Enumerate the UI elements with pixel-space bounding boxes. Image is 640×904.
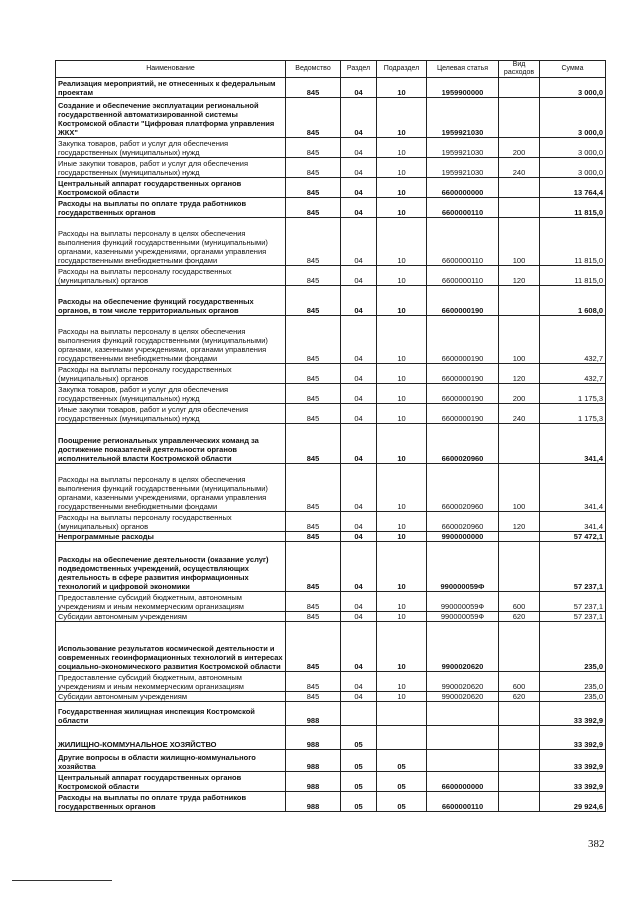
cell-target-article: 9900000000 <box>427 532 499 542</box>
cell-target-article: 6600000110 <box>427 266 499 286</box>
cell-subsection: 10 <box>377 266 427 286</box>
cell-name: Расходы на выплаты персоналу в целях обеспечения выполнения функций государственными (муниципальными) органами, казенными учреждениями, органами управления государственными внебюджетными фондами <box>56 316 286 364</box>
cell-department: 988 <box>286 772 341 792</box>
cell-section: 04 <box>341 384 377 404</box>
cell-expense-type: 200 <box>499 384 540 404</box>
cell-amount: 57 237,1 <box>540 592 606 612</box>
cell-department: 845 <box>286 542 341 592</box>
cell-subsection: 10 <box>377 286 427 316</box>
cell-amount: 3 000,0 <box>540 138 606 158</box>
header-row <box>56 61 606 78</box>
cell-name: Расходы на выплаты по оплате труда работников государственных органов <box>56 198 286 218</box>
col-header-expense-type: Вид расходов <box>499 61 540 78</box>
cell-amount: 3 000,0 <box>540 158 606 178</box>
cell-name: ЖИЛИЩНО-КОММУНАЛЬНОЕ ХОЗЯЙСТВО <box>56 726 286 750</box>
cell-expense-type <box>499 542 540 592</box>
cell-target-article: 990000059Ф <box>427 612 499 622</box>
cell-subsection: 10 <box>377 512 427 532</box>
cell-amount: 235,0 <box>540 622 606 672</box>
cell-amount: 341,4 <box>540 424 606 464</box>
cell-amount: 57 237,1 <box>540 612 606 622</box>
cell-amount: 29 924,6 <box>540 792 606 812</box>
cell-subsection: 10 <box>377 158 427 178</box>
table-row <box>56 198 606 218</box>
cell-subsection: 10 <box>377 316 427 364</box>
cell-expense-type <box>499 792 540 812</box>
cell-amount: 235,0 <box>540 672 606 692</box>
table-row <box>56 622 606 672</box>
col-header-amount: Сумма <box>540 61 606 78</box>
cell-amount: 33 392,9 <box>540 772 606 792</box>
cell-subsection: 10 <box>377 98 427 138</box>
cell-subsection: 10 <box>377 542 427 592</box>
cell-department: 845 <box>286 672 341 692</box>
cell-subsection: 05 <box>377 750 427 772</box>
cell-target-article: 1959921030 <box>427 98 499 138</box>
cell-amount: 11 815,0 <box>540 218 606 266</box>
cell-amount: 33 392,9 <box>540 702 606 726</box>
cell-section: 04 <box>341 138 377 158</box>
table-row <box>56 266 606 286</box>
cell-name: Расходы на выплаты персоналу государственных (муниципальных) органов <box>56 512 286 532</box>
cell-name: Расходы на выплаты персоналу государственных (муниципальных) органов <box>56 364 286 384</box>
cell-department: 845 <box>286 266 341 286</box>
cell-section <box>341 702 377 726</box>
cell-subsection: 10 <box>377 178 427 198</box>
cell-expense-type: 240 <box>499 404 540 424</box>
cell-department: 845 <box>286 532 341 542</box>
cell-target-article: 6600000190 <box>427 364 499 384</box>
cell-name: Закупка товаров, работ и услуг для обеспечения государственных (муниципальных) нужд <box>56 384 286 404</box>
table-row <box>56 792 606 812</box>
table-row <box>56 286 606 316</box>
table-row <box>56 78 606 98</box>
cell-name: Реализация мероприятий, не отнесенных к федеральным проектам <box>56 78 286 98</box>
table-row <box>56 178 606 198</box>
col-header-name: Наименование <box>56 61 286 78</box>
cell-target-article: 9900020620 <box>427 692 499 702</box>
cell-name: Расходы на обеспечение функций государственных органов, в том числе территориальных органов <box>56 286 286 316</box>
table-row <box>56 364 606 384</box>
cell-section: 04 <box>341 286 377 316</box>
cell-expense-type: 600 <box>499 592 540 612</box>
cell-section: 04 <box>341 622 377 672</box>
cell-subsection: 10 <box>377 692 427 702</box>
cell-target-article: 6600000190 <box>427 384 499 404</box>
cell-department: 845 <box>286 612 341 622</box>
cell-expense-type: 100 <box>499 218 540 266</box>
cell-department: 845 <box>286 592 341 612</box>
table-row <box>56 158 606 178</box>
cell-department: 988 <box>286 750 341 772</box>
cell-name: Иные закупки товаров, работ и услуг для обеспечения государственных (муниципальных) нужд <box>56 158 286 178</box>
table-row <box>56 464 606 512</box>
cell-department: 845 <box>286 138 341 158</box>
cell-section: 04 <box>341 198 377 218</box>
cell-target-article: 6600000110 <box>427 218 499 266</box>
table-row <box>56 672 606 692</box>
cell-target-article: 1959921030 <box>427 138 499 158</box>
cell-department: 845 <box>286 198 341 218</box>
cell-expense-type: 620 <box>499 692 540 702</box>
cell-section: 04 <box>341 542 377 592</box>
cell-section: 04 <box>341 692 377 702</box>
cell-department: 845 <box>286 158 341 178</box>
cell-section: 04 <box>341 404 377 424</box>
cell-target-article: 1959921030 <box>427 158 499 178</box>
cell-expense-type <box>499 702 540 726</box>
cell-name: Предоставление субсидий бюджетным, автономным учреждениям и иным некоммерческим организациям <box>56 592 286 612</box>
cell-expense-type: 100 <box>499 464 540 512</box>
cell-department: 845 <box>286 178 341 198</box>
cell-target-article: 9900020620 <box>427 622 499 672</box>
cell-amount: 341,4 <box>540 464 606 512</box>
cell-subsection: 10 <box>377 612 427 622</box>
cell-name: Центральный аппарат государственных органов Костромской области <box>56 178 286 198</box>
cell-expense-type <box>499 78 540 98</box>
cell-department: 845 <box>286 78 341 98</box>
table-row <box>56 218 606 266</box>
cell-target-article: 6600020960 <box>427 424 499 464</box>
cell-section: 04 <box>341 78 377 98</box>
cell-subsection: 10 <box>377 672 427 692</box>
cell-subsection: 10 <box>377 78 427 98</box>
cell-subsection: 05 <box>377 772 427 792</box>
cell-target-article: 6600000190 <box>427 404 499 424</box>
cell-department: 845 <box>286 218 341 266</box>
cell-amount: 235,0 <box>540 692 606 702</box>
table-row <box>56 592 606 612</box>
table-row <box>56 772 606 792</box>
cell-expense-type <box>499 532 540 542</box>
cell-subsection <box>377 702 427 726</box>
cell-amount: 11 815,0 <box>540 198 606 218</box>
cell-name: Использование результатов космической деятельности и современных геоинформационных технологий в интересах социально-экономического развития Костромской области <box>56 622 286 672</box>
cell-subsection <box>377 726 427 750</box>
cell-department: 845 <box>286 404 341 424</box>
cell-subsection: 10 <box>377 622 427 672</box>
cell-section: 04 <box>341 592 377 612</box>
table-row <box>56 404 606 424</box>
cell-amount: 3 000,0 <box>540 78 606 98</box>
cell-department: 845 <box>286 464 341 512</box>
cell-expense-type: 620 <box>499 612 540 622</box>
cell-target-article <box>427 702 499 726</box>
cell-subsection: 10 <box>377 532 427 542</box>
cell-section: 05 <box>341 726 377 750</box>
cell-target-article: 1959900000 <box>427 78 499 98</box>
cell-department: 845 <box>286 692 341 702</box>
cell-name: Другие вопросы в области жилищно-коммунального хозяйства <box>56 750 286 772</box>
cell-section: 04 <box>341 612 377 622</box>
table-row <box>56 692 606 702</box>
cell-name: Поощрение региональных управленческих команд за достижение показателей деятельности органов исполнительной власти Костромской области <box>56 424 286 464</box>
col-header-department: Ведомство <box>286 61 341 78</box>
cell-expense-type: 600 <box>499 672 540 692</box>
cell-expense-type <box>499 98 540 138</box>
cell-subsection: 10 <box>377 138 427 158</box>
cell-name: Субсидии автономным учреждениям <box>56 612 286 622</box>
cell-target-article: 990000059Ф <box>427 592 499 612</box>
cell-department: 988 <box>286 702 341 726</box>
cell-expense-type: 120 <box>499 364 540 384</box>
cell-subsection: 05 <box>377 792 427 812</box>
cell-expense-type <box>499 622 540 672</box>
cell-subsection: 10 <box>377 404 427 424</box>
table-row <box>56 316 606 364</box>
cell-name: Предоставление субсидий бюджетным, автономным учреждениям и иным некоммерческим организациям <box>56 672 286 692</box>
cell-department: 845 <box>286 384 341 404</box>
table-row <box>56 138 606 158</box>
cell-section: 05 <box>341 772 377 792</box>
cell-section: 04 <box>341 218 377 266</box>
col-header-subsection: Подраздел <box>377 61 427 78</box>
cell-target-article <box>427 750 499 772</box>
cell-section: 04 <box>341 672 377 692</box>
cell-expense-type <box>499 178 540 198</box>
cell-target-article: 6600000000 <box>427 178 499 198</box>
cell-subsection: 10 <box>377 464 427 512</box>
table-row <box>56 542 606 592</box>
table-row <box>56 702 606 726</box>
cell-target-article: 6600020960 <box>427 464 499 512</box>
table-row <box>56 750 606 772</box>
cell-expense-type <box>499 726 540 750</box>
cell-name: Непрограммные расходы <box>56 532 286 542</box>
cell-name: Закупка товаров, работ и услуг для обеспечения государственных (муниципальных) нужд <box>56 138 286 158</box>
cell-department: 845 <box>286 364 341 384</box>
cell-target-article <box>427 726 499 750</box>
cell-expense-type <box>499 198 540 218</box>
cell-department: 845 <box>286 98 341 138</box>
cell-amount: 57 472,1 <box>540 532 606 542</box>
cell-amount: 1 175,3 <box>540 384 606 404</box>
cell-department: 845 <box>286 622 341 672</box>
cell-amount: 33 392,9 <box>540 750 606 772</box>
col-header-target-article: Целевая статья <box>427 61 499 78</box>
table-row <box>56 98 606 138</box>
table-row <box>56 726 606 750</box>
cell-section: 05 <box>341 792 377 812</box>
cell-department: 845 <box>286 512 341 532</box>
cell-amount: 432,7 <box>540 316 606 364</box>
cell-amount: 11 815,0 <box>540 266 606 286</box>
cell-subsection: 10 <box>377 424 427 464</box>
cell-expense-type <box>499 750 540 772</box>
cell-name: Расходы на обеспечение деятельности (оказание услуг) подведомственных учреждений, осуществляющих деятельность в сфере развития информационных технологий и цифровой экономики <box>56 542 286 592</box>
table-row <box>56 612 606 622</box>
cell-target-article: 6600000110 <box>427 198 499 218</box>
cell-amount: 1 608,0 <box>540 286 606 316</box>
cell-section: 04 <box>341 158 377 178</box>
page-number: 382 <box>588 838 605 850</box>
cell-amount: 341,4 <box>540 512 606 532</box>
cell-expense-type <box>499 424 540 464</box>
cell-name: Государственная жилищная инспекция Костромской области <box>56 702 286 726</box>
cell-amount: 57 237,1 <box>540 542 606 592</box>
cell-name: Расходы на выплаты персоналу государственных (муниципальных) органов <box>56 266 286 286</box>
cell-target-article: 6600020960 <box>427 512 499 532</box>
cell-subsection: 10 <box>377 198 427 218</box>
cell-section: 04 <box>341 98 377 138</box>
cell-department: 988 <box>286 792 341 812</box>
cell-section: 04 <box>341 178 377 198</box>
table-row <box>56 512 606 532</box>
cell-target-article: 6600000190 <box>427 286 499 316</box>
budget-table <box>55 60 606 812</box>
cell-amount: 3 000,0 <box>540 98 606 138</box>
cell-name: Центральный аппарат государственных органов Костромской области <box>56 772 286 792</box>
cell-expense-type: 120 <box>499 512 540 532</box>
cell-name: Субсидии автономным учреждениям <box>56 692 286 702</box>
cell-target-article: 6600000000 <box>427 772 499 792</box>
cell-amount: 33 392,9 <box>540 726 606 750</box>
cell-expense-type: 240 <box>499 158 540 178</box>
cell-name: Иные закупки товаров, работ и услуг для обеспечения государственных (муниципальных) нужд <box>56 404 286 424</box>
cell-department: 845 <box>286 424 341 464</box>
cell-subsection: 10 <box>377 218 427 266</box>
table-row <box>56 532 606 542</box>
cell-target-article: 6600000110 <box>427 792 499 812</box>
cell-section: 04 <box>341 532 377 542</box>
cell-target-article: 6600000190 <box>427 316 499 364</box>
cell-section: 04 <box>341 464 377 512</box>
cell-subsection: 10 <box>377 592 427 612</box>
col-header-section: Раздел <box>341 61 377 78</box>
cell-expense-type <box>499 286 540 316</box>
cell-name: Расходы на выплаты по оплате труда работников государственных органов <box>56 792 286 812</box>
footnote-line <box>12 880 112 881</box>
cell-name: Расходы на выплаты персоналу в целях обеспечения выполнения функций государственными (муниципальными) органами, казенными учреждениями, органами управления государственными внебюджетными фондами <box>56 464 286 512</box>
cell-expense-type: 100 <box>499 316 540 364</box>
cell-amount: 432,7 <box>540 364 606 384</box>
cell-target-article: 9900020620 <box>427 672 499 692</box>
cell-expense-type <box>499 772 540 792</box>
cell-section: 04 <box>341 512 377 532</box>
cell-expense-type: 120 <box>499 266 540 286</box>
cell-amount: 13 764,4 <box>540 178 606 198</box>
cell-department: 845 <box>286 316 341 364</box>
cell-target-article: 990000059Ф <box>427 542 499 592</box>
cell-section: 04 <box>341 316 377 364</box>
table-row <box>56 384 606 404</box>
cell-section: 04 <box>341 266 377 286</box>
cell-department: 845 <box>286 286 341 316</box>
cell-expense-type: 200 <box>499 138 540 158</box>
cell-name: Создание и обеспечение эксплуатации региональной государственной автоматизированной системы Костромской области "Цифровая платформа управления ЖКХ" <box>56 98 286 138</box>
cell-department: 988 <box>286 726 341 750</box>
cell-section: 05 <box>341 750 377 772</box>
table-row <box>56 424 606 464</box>
cell-section: 04 <box>341 424 377 464</box>
cell-section: 04 <box>341 364 377 384</box>
cell-subsection: 10 <box>377 384 427 404</box>
cell-subsection: 10 <box>377 364 427 384</box>
cell-amount: 1 175,3 <box>540 404 606 424</box>
cell-name: Расходы на выплаты персоналу в целях обеспечения выполнения функций государственными (муниципальными) органами, казенными учреждениями, органами управления государственными внебюджетными фондами <box>56 218 286 266</box>
